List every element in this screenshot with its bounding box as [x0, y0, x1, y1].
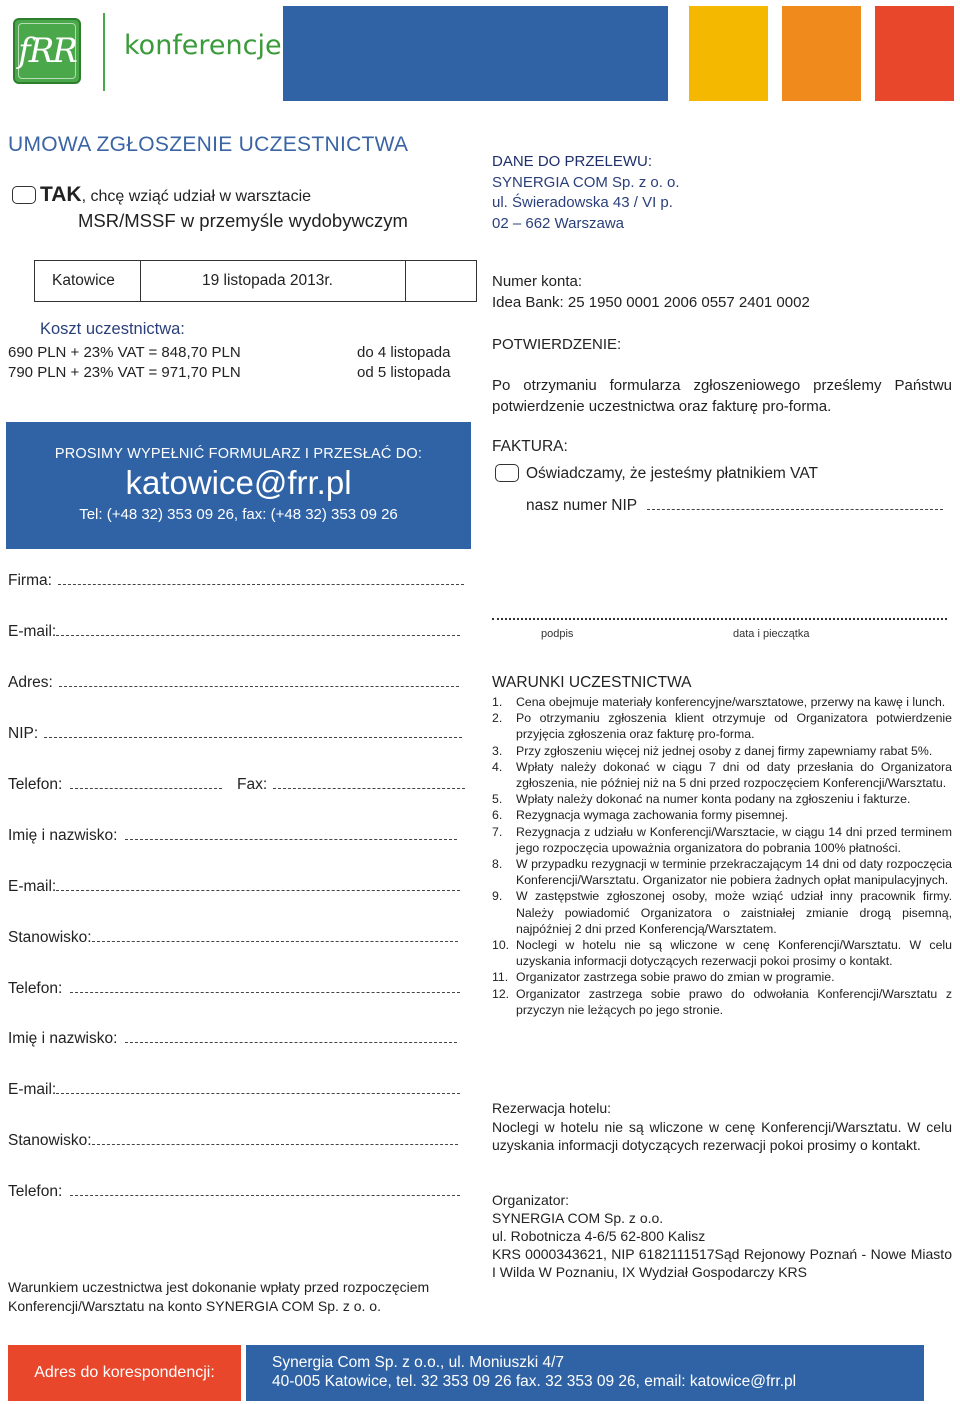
- fax-label: Fax:: [237, 776, 268, 793]
- confirmation-heading: POTWIERDZENIE:: [492, 336, 622, 353]
- company-input[interactable]: [58, 571, 464, 585]
- phone-label: Telefon:: [8, 776, 63, 793]
- terms-text: Wpłaty należy dokonać na numer konta podany na zgłoszeniu i fakturze.: [516, 792, 911, 807]
- tak-checkbox[interactable]: [12, 186, 36, 204]
- terms-item: [492, 743, 952, 759]
- name-label: Imię i nazwisko:: [8, 827, 118, 844]
- nip-field-input[interactable]: [44, 724, 462, 738]
- participant2-position-field: [8, 1131, 458, 1150]
- participant1-phone-field: [8, 979, 460, 998]
- footer-label-box: [8, 1345, 241, 1401]
- terms-item: [492, 807, 952, 823]
- fax-input[interactable]: [273, 775, 465, 789]
- phone-input[interactable]: [70, 1182, 460, 1196]
- contact-email[interactable]: katowice@frr.pl: [125, 464, 352, 501]
- phone-label: Telefon:: [8, 980, 63, 997]
- participant2-email-field: [8, 1080, 460, 1099]
- transfer-line: 02 – 662 Warszawa: [492, 214, 625, 232]
- position-input[interactable]: [92, 1131, 458, 1145]
- logo-divider: [103, 13, 105, 91]
- brand-name: konferencje: [124, 30, 282, 61]
- date-stamp-label: data i pieczątka: [733, 628, 810, 640]
- hotel-heading: Rezerwacja hotelu:: [492, 1100, 612, 1116]
- phone-field: [8, 775, 222, 794]
- terms-number: 4.: [492, 759, 503, 774]
- payment-condition: Warunkiem uczestnictwa jest dokonanie wpłaty przed rozpoczęciem Konferencji/Warsztatu na konto SYNERGIA COM Sp. z o. o.: [8, 1279, 430, 1314]
- account-label: Numer konta:: [492, 273, 583, 290]
- transfer-line: ul. Świeradowska 43 / VI p.: [492, 194, 673, 211]
- terms-text: Noclegi w hotelu nie są wliczone w cenę Konferencji/Warsztatu. W celu uzyskania informacji dotyczących rezerwacji pokoi prosimy o kontakt.: [516, 938, 952, 969]
- email-label: E-mail:: [8, 623, 57, 640]
- participant1-position-field: [8, 928, 458, 947]
- organizer-info: [492, 1191, 952, 1281]
- contact-box: [6, 422, 471, 549]
- terms-item: [492, 710, 952, 742]
- cost-title: Koszt uczestnictwa:: [40, 320, 185, 338]
- terms-number: 2.: [492, 711, 503, 726]
- empty-cell: [405, 260, 477, 302]
- terms-item: [492, 759, 952, 791]
- position-label: Stanowisko:: [8, 1132, 92, 1149]
- name-input[interactable]: [125, 826, 457, 840]
- terms-heading: WARUNKI UCZESTNICTWA: [492, 674, 692, 691]
- nip-row: [526, 496, 943, 515]
- transfer-line: SYNERGIA COM Sp. z o. o.: [492, 173, 680, 191]
- fax-field: [237, 775, 465, 794]
- account-number: Idea Bank: 25 1950 0001 2006 0557 2401 0002: [492, 293, 810, 311]
- cost-deadline: od 5 listopada: [357, 364, 451, 381]
- nip-field: [8, 724, 462, 743]
- terms-text: Rezygnacja wymaga zachowania formy pisemnej.: [516, 808, 789, 823]
- address-field: [8, 673, 459, 692]
- phone-label: Telefon:: [8, 1183, 63, 1200]
- phone-input[interactable]: [70, 979, 460, 993]
- event-date: 19 listopada 2013r.: [202, 272, 333, 289]
- participant2-phone-field: [8, 1182, 460, 1201]
- email-input[interactable]: [56, 622, 460, 636]
- nip-input[interactable]: [647, 496, 943, 510]
- vat-statement: Oświadczamy, że jesteśmy płatnikiem VAT: [526, 465, 818, 482]
- cost-price: 790 PLN + 23% VAT = 971,70 PLN: [8, 364, 241, 381]
- footer-address-line: Synergia Com Sp. z o.o., ul. Moniuszki 4/7: [272, 1354, 565, 1371]
- header-block-orange: [782, 6, 861, 101]
- page-title: UMOWA ZGŁOSZENIE UCZESTNICTWA: [8, 133, 409, 156]
- terms-number: 12.: [492, 986, 510, 1001]
- terms-text: Organizator zastrzega sobie prawo do odwołania Konferencji/Warsztatu z przyczyn nie leżących po jego stronie.: [516, 986, 952, 1017]
- header-block-yellow: [689, 6, 768, 101]
- contact-instruction: PROSIMY WYPEŁNIĆ FORMULARZ I PRZESŁAĆ DO:: [54, 446, 423, 462]
- event-city: Katowice: [52, 272, 115, 289]
- name-label: Imię i nazwisko:: [8, 1030, 118, 1047]
- participant1-name-field: [8, 826, 457, 845]
- contact-phone: Tel: (+48 32) 353 09 26, fax: (+48 32) 353 09 26: [79, 506, 398, 523]
- address-input[interactable]: [59, 673, 459, 687]
- terms-text: Organizator zastrzega sobie prawo do zmian w programie.: [516, 970, 835, 985]
- terms-number: 5.: [492, 792, 503, 807]
- terms-text: Przy zgłoszeniu więcej niż jednej osoby z danej firmy zapewniamy rabat 5%.: [516, 743, 933, 758]
- participant2-name-field: [8, 1029, 457, 1048]
- terms-number: 8.: [492, 857, 503, 872]
- terms-number: 10.: [492, 938, 510, 953]
- terms-item: [492, 856, 952, 888]
- terms-number: 9.: [492, 889, 503, 904]
- terms-item: [492, 969, 952, 985]
- position-input[interactable]: [92, 928, 458, 942]
- vat-checkbox[interactable]: [495, 464, 519, 482]
- terms-text: W przypadku rezygnacji w terminie przekraczającym 14 dni od daty rozpoczęcia Konferencji/Warsztatu. Organizator nie pobiera żadnych opłat manipulacyjnych.: [516, 857, 952, 888]
- phone-input[interactable]: [70, 775, 222, 789]
- workshop-name: MSR/MSSF w przemyśle wydobywczym: [78, 210, 408, 231]
- company-label: Firma:: [8, 572, 52, 589]
- nip-field-label: NIP:: [8, 725, 39, 742]
- invoice-heading: FAKTURA:: [492, 438, 568, 455]
- cost-deadline: do 4 listopada: [357, 344, 451, 361]
- cost-price: 690 PLN + 23% VAT = 848,70 PLN: [8, 344, 241, 361]
- terms-text: Cena obejmuje materiały konferencyjne/warsztatowe, przerwy na kawę i lunch.: [516, 695, 946, 709]
- confirmation-text: Po otrzymaniu formularza zgłoszeniowego prześlemy Państwu potwierdzenie uczestnictwa oraz fakturę pro-forma.: [492, 377, 952, 415]
- account-info: [492, 272, 810, 313]
- terms-text: Rezygnacja z udziału w Konferencji/Warsztacie, w ciągu 14 dni przed terminem jego rozpoczęcia upoważnia organizatora do pobrania 100% płatności.: [516, 824, 952, 855]
- footer-label: Adres do korespondencji:: [34, 1364, 215, 1381]
- terms-text: Po otrzymaniu zgłoszenia klient otrzymuje od Organizatora potwierdzenie przyjęcia zgłoszenia oraz fakturę pro-forma.: [516, 711, 952, 742]
- footer-address-box: [246, 1345, 924, 1401]
- tak-text: , chcę wziąć udział w warsztacie: [81, 188, 312, 205]
- address-label: Adres:: [8, 674, 53, 691]
- transfer-details: [492, 152, 680, 234]
- organizer-heading: Organizator:: [492, 1192, 570, 1208]
- terms-number: 11.: [492, 970, 509, 985]
- terms-text: W zastępstwie zgłoszonej osoby, może wziąć udział inny pracownik firmy. Należy powiadomić Organizatora o zaistniałej zmianie drogą pisemną, najpóźniej 2 dni przed Konferencją/Warsztatem.: [516, 889, 952, 936]
- frr-logo: [13, 18, 81, 84]
- organizer-address: ul. Robotnicza 4-6/5 62-800 Kalisz: [492, 1228, 706, 1244]
- email-label: E-mail:: [8, 878, 57, 895]
- footer-contact-line: 40-005 Katowice, tel. 32 353 09 26 fax. 32 353 09 26, email: katowice@frr.pl: [272, 1373, 797, 1390]
- name-input[interactable]: [125, 1029, 457, 1043]
- terms-number: 7.: [492, 824, 503, 839]
- hotel-text: Noclegi w hotelu nie są wliczone w cenę Konferencji/Warsztatu. W celu uzyskania informacji dotyczących rezerwacji pokoi prosimy o kontakt.: [492, 1119, 952, 1153]
- participant1-email-field: [8, 877, 460, 896]
- terms-item: [492, 824, 952, 856]
- organizer-krs: KRS 0000343621, NIP 6182111517Sąd Rejonowy Poznań - Nowe Miasto I Wilda W Poznaniu, IX Wydział Gospodarczy KRS: [492, 1246, 952, 1280]
- signature-label: podpis: [541, 628, 574, 640]
- nip-label: nasz numer NIP: [526, 497, 637, 514]
- position-label: Stanowisko:: [8, 929, 92, 946]
- tak-word: TAK: [40, 183, 82, 206]
- signature-line[interactable]: [492, 612, 947, 620]
- email-label: E-mail:: [8, 1081, 57, 1098]
- header-block-red: [875, 6, 954, 101]
- company-field: [8, 571, 464, 590]
- terms-text: Wpłaty należy dokonać w ciągu 7 dni od daty przesłania do Organizatora zgłoszenia, nie później niż na 5 dni przed rozpoczęciem Konferencji/Warsztatu.: [516, 759, 952, 791]
- terms-item: [492, 694, 952, 710]
- terms-list: [492, 694, 952, 1018]
- terms-number: 3.: [492, 743, 503, 758]
- terms-number: 6.: [492, 808, 503, 823]
- tak-statement: [40, 183, 311, 207]
- email-field: [8, 622, 460, 641]
- header-block-blue: [283, 6, 668, 101]
- terms-number: 1.: [492, 695, 503, 709]
- terms-item: [492, 937, 952, 969]
- email-input[interactable]: [56, 1080, 460, 1094]
- terms-item: [492, 986, 952, 1018]
- logo-mark: fRR: [18, 23, 76, 79]
- terms-item: [492, 791, 952, 807]
- organizer-name: SYNERGIA COM Sp. z o.o.: [492, 1210, 664, 1226]
- terms-item: [492, 888, 952, 937]
- email-input[interactable]: [56, 877, 460, 891]
- transfer-heading: DANE DO PRZELEWU:: [492, 153, 653, 170]
